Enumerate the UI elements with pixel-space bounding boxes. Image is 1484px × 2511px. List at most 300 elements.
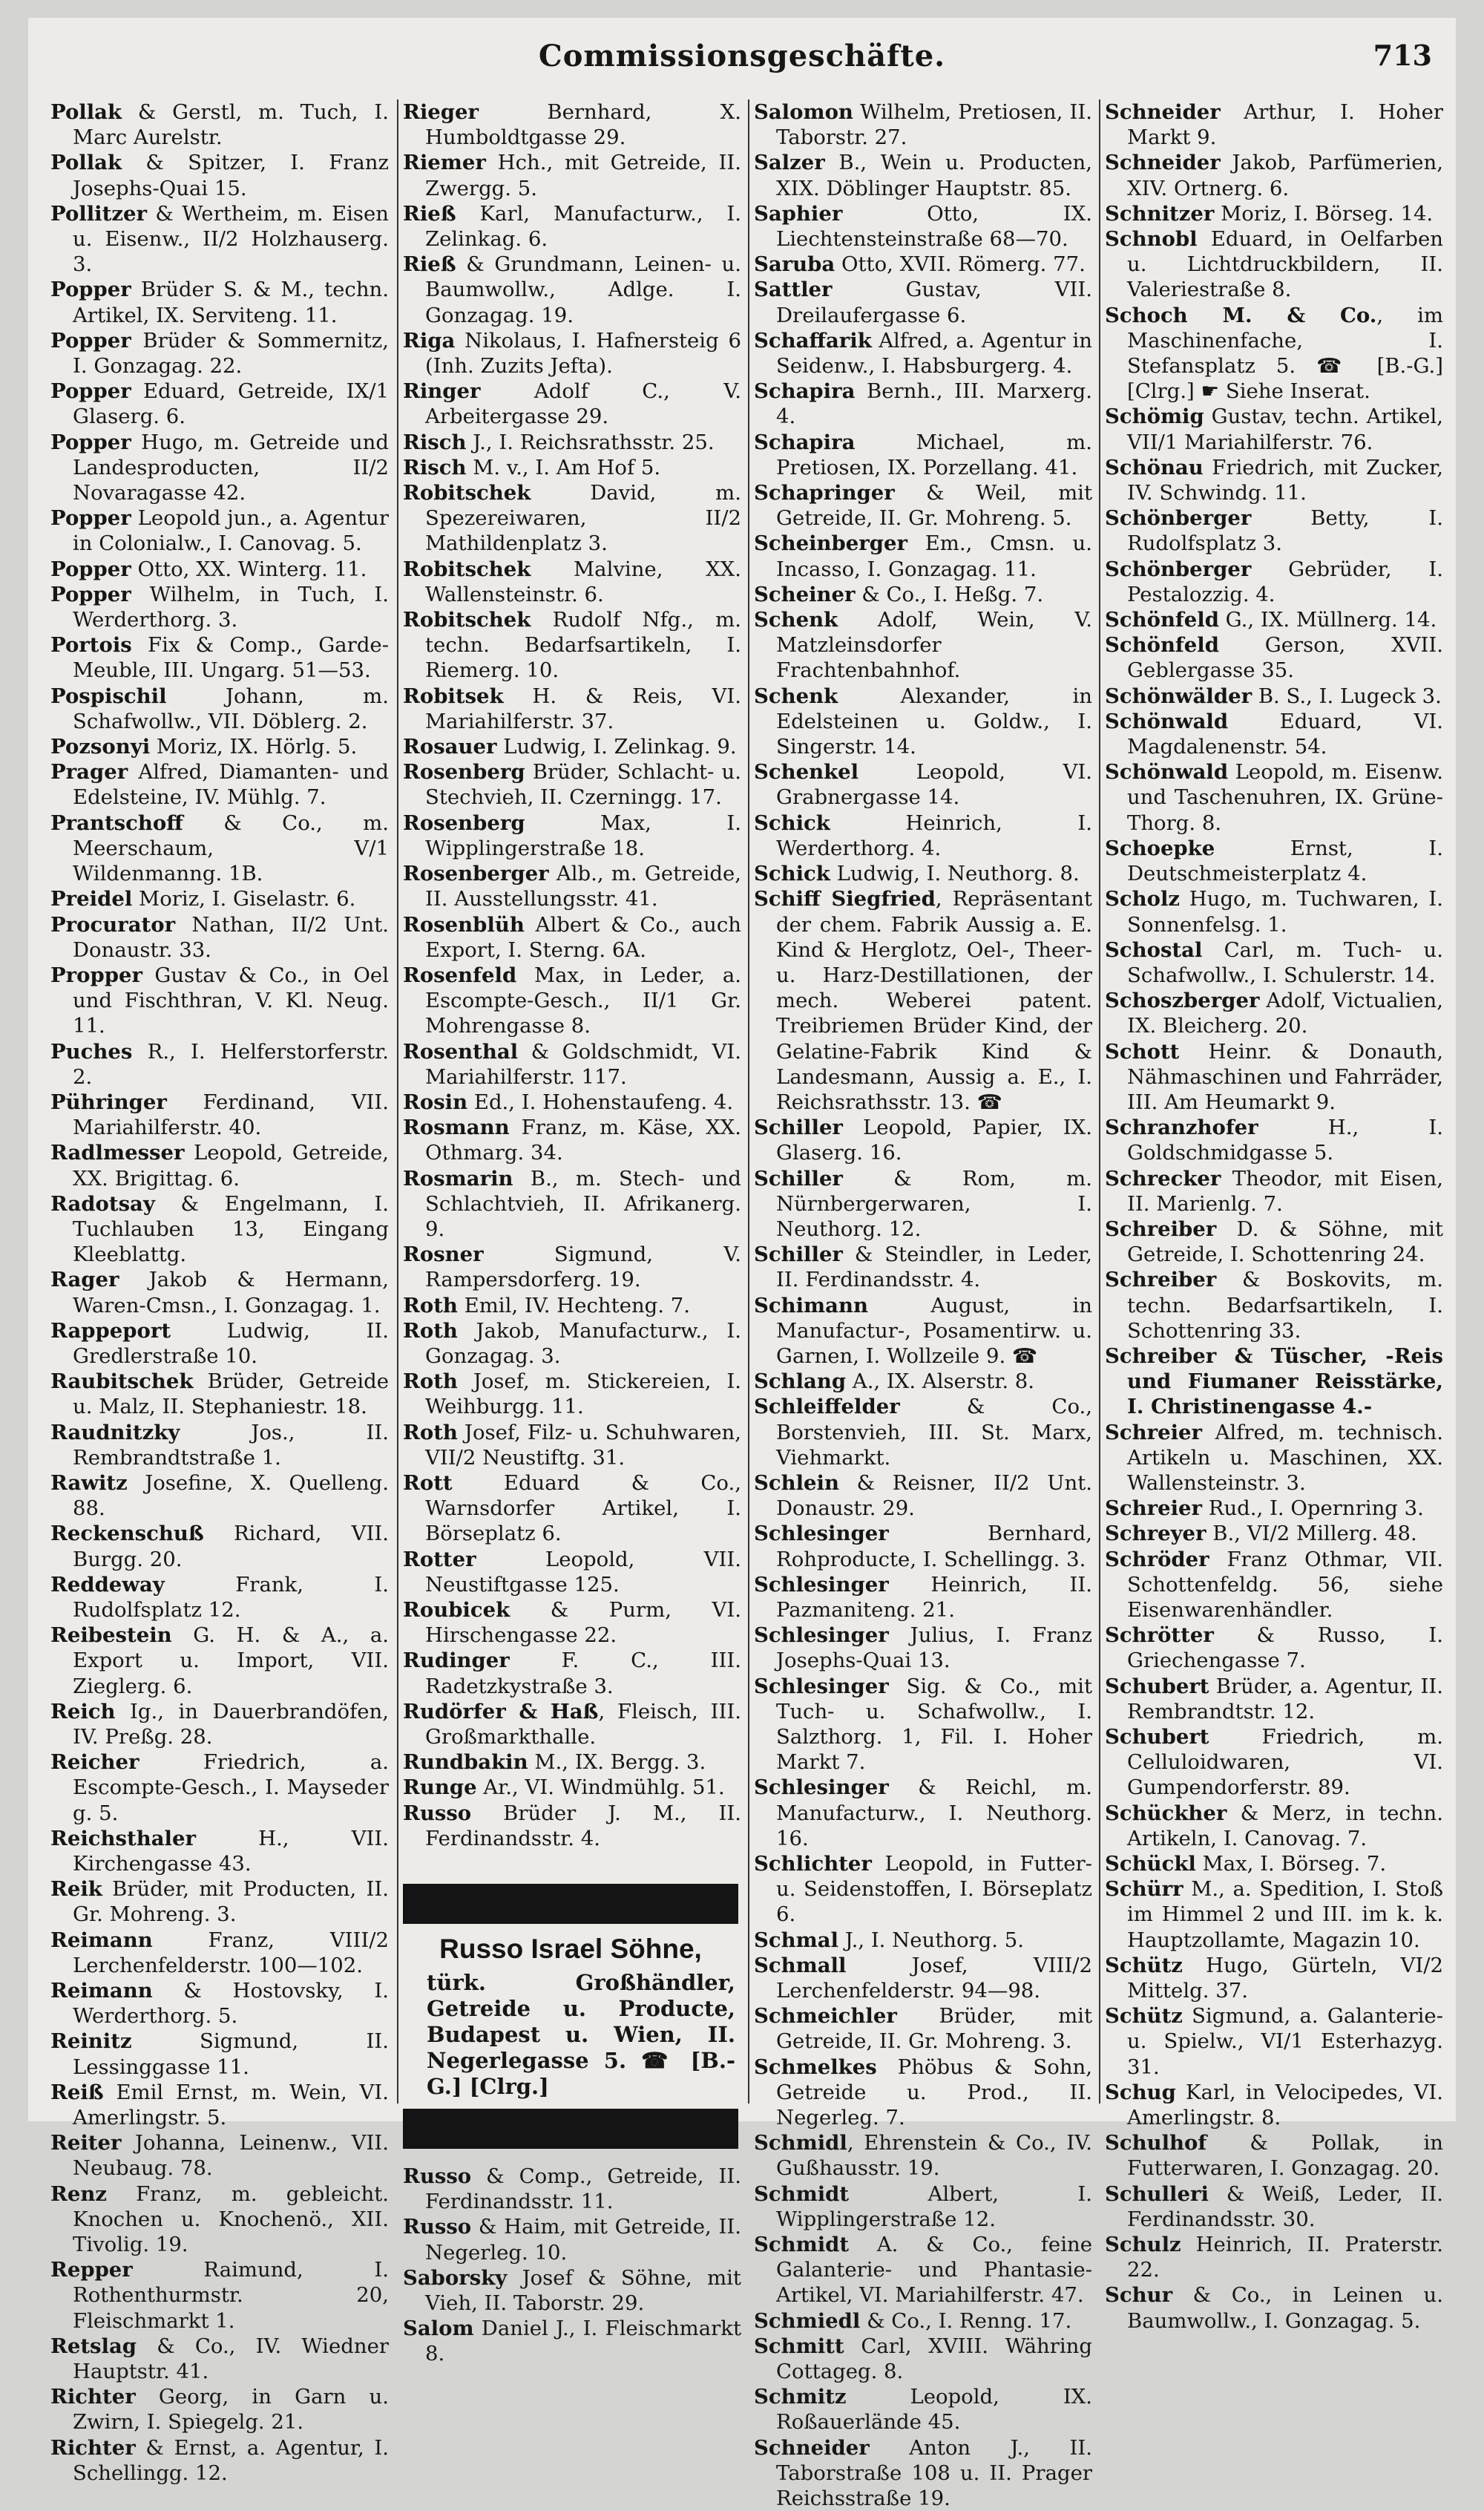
- entry-name: Runge: [403, 1775, 477, 1800]
- directory-entry: [1105, 226, 1443, 303]
- entry-details: G., IX. Müllnerg. 14.: [1218, 608, 1437, 632]
- directory-entry: [1105, 2232, 1443, 2282]
- entry-details: Max, I. Wipplingerstraße 18.: [425, 811, 741, 860]
- entry-name: Schneider: [1105, 151, 1221, 175]
- entry-name: Saborsky: [403, 2265, 508, 2290]
- entry-name: Richter: [50, 2435, 136, 2460]
- entry-details: Bernh., III. Marxerg. 4.: [776, 379, 1092, 429]
- entry-name: Schönberger: [1105, 506, 1252, 531]
- directory-entry: [754, 582, 1092, 607]
- entry-name: Reicher: [50, 1750, 139, 1775]
- directory-entry: [403, 1115, 741, 1165]
- entry-details: Friedrich, a. Escompte-Gesch., I. Mayseder g. 5.: [73, 1750, 389, 1825]
- entry-name: Schömig: [1105, 405, 1204, 429]
- entry-details: Jakob & Hermann, Waren-Cmsn., I. Gonzagag. 1.: [73, 1268, 389, 1317]
- entry-name: Rawitz: [50, 1470, 128, 1495]
- entry-details: Rudolf Nfg., m. techn. Bedarfsartikeln, I. Riemerg. 10.: [425, 608, 741, 683]
- entry-name: Roth: [403, 1318, 458, 1343]
- entry-name: Schrötter: [1105, 1623, 1214, 1648]
- entry-details: Leopold, VII. Neustiftgasse 125.: [425, 1547, 741, 1597]
- entry-details: & Co., I. Renng. 17.: [860, 2308, 1072, 2333]
- entry-name: Rosenberg: [403, 811, 525, 835]
- directory-entry: [754, 1851, 1092, 1928]
- entry-details: Emil Ernst, m. Wein, VI. Amerlingstr. 5.: [73, 2080, 389, 2130]
- directory-entry: [1105, 1851, 1443, 1876]
- entry-name: Rieß: [403, 201, 456, 226]
- entry-name: Robitsek: [403, 684, 504, 708]
- entry-details: Heinrich, I. Werderthorg. 4.: [776, 811, 1092, 860]
- directory-entry: [1105, 404, 1443, 454]
- entry-name: Riga: [403, 328, 456, 353]
- entry-name: Salom: [403, 2317, 474, 2341]
- entry-details: & Boskovits, m. techn. Bedarfsartikeln, I. Schottenring 33.: [1127, 1268, 1443, 1343]
- entry-details: Leopold, VI. Grabnergasse 14.: [776, 760, 1092, 810]
- entry-details: & Rom, m. Nürnbergerwaren, I. Neuthorg. 12.: [776, 1166, 1092, 1241]
- directory-entry: [1105, 1674, 1443, 1724]
- directory-entry: [754, 811, 1092, 861]
- entry-name: Schlesinger: [754, 1572, 889, 1597]
- directory-entry: [403, 1242, 741, 1292]
- entry-details: & Grundmann, Leinen- u. Baumwollw., Adlge. I. Gonzagag. 19.: [425, 252, 741, 327]
- directory-entry: [1105, 759, 1443, 836]
- entry-name: Schneider: [1105, 100, 1221, 124]
- entry-name: Roth: [403, 1420, 458, 1444]
- entry-name: Schaffarik: [754, 328, 872, 353]
- entry-name: Schenkel: [754, 760, 859, 785]
- directory-entry: [50, 1470, 389, 1521]
- directory-entry: [754, 252, 1092, 277]
- directory-entry: [403, 2316, 741, 2366]
- entry-details: Wilhelm, in Tuch, I. Werderthorg. 3.: [73, 582, 389, 632]
- directory-entry: [754, 1242, 1092, 1292]
- directory-entry: [50, 632, 389, 683]
- entry-details: Franz, m. Käse, XX. Othmarg. 34.: [425, 1116, 741, 1165]
- directory-entry: [50, 277, 389, 327]
- entry-details: Ar., VI. Windmühlg. 51.: [476, 1775, 725, 1800]
- entry-name: Schmelkes: [754, 2055, 877, 2079]
- entry-details: Alexander, in Edelsteinen u. Goldw., I. Singerstr. 14.: [776, 684, 1092, 759]
- entry-name: Schlesinger: [754, 1674, 889, 1698]
- directory-entry: [403, 963, 741, 1039]
- entry-name: Schürr: [1105, 1877, 1183, 1902]
- entry-name: Risch: [403, 455, 467, 479]
- directory-entry: [1105, 2003, 1443, 2080]
- directory-entry: [1105, 1267, 1443, 1343]
- directory-entry: [1105, 1420, 1443, 1496]
- entry-name: Puches: [50, 1039, 133, 1064]
- entry-details: J., I. Reichsrathsstr. 25.: [466, 430, 715, 454]
- directory-entry: [754, 1115, 1092, 1165]
- entry-details: Ludwig, I. Neuthorg. 8.: [830, 862, 1080, 886]
- entry-details: Eduard & Co., Warnsdorfer Artikel, I. Börseplatz 6.: [425, 1470, 741, 1546]
- entry-details: Emil, IV. Hechteng. 7.: [457, 1293, 691, 1317]
- directory-entry: [1105, 1039, 1443, 1116]
- directory-entry: [50, 430, 389, 506]
- directory-entry: [754, 150, 1092, 200]
- directory-entry: [50, 1039, 389, 1090]
- directory-entry: [1105, 1496, 1443, 1521]
- directory-entry: [754, 1369, 1092, 1394]
- entry-details: Albert, I. Wipplingerstraße 12.: [776, 2181, 1092, 2231]
- entry-details: , Ehrenstein & Co., IV. Gußhausstr. 19.: [776, 2131, 1092, 2181]
- entry-details: & Russo, I. Griechengasse 7.: [1127, 1623, 1443, 1673]
- entry-name: Reiß: [50, 2080, 104, 2104]
- entry-name: Risch: [403, 430, 467, 454]
- directory-entry: [754, 1953, 1092, 2003]
- entry-details: & Reichl, m. Manufacturw., I. Neuthorg. 16.: [776, 1775, 1092, 1850]
- entry-name: Popper: [50, 430, 131, 454]
- entry-details: Ludwig, I. Zelinkag. 9.: [496, 735, 737, 759]
- entry-name: Schmeichler: [754, 2004, 897, 2029]
- entry-details: Hugo, m. Tuchwaren, I. Sonnenfelsg. 1.: [1127, 887, 1443, 937]
- directory-entry: [403, 1090, 741, 1115]
- entry-name: Pühringer: [50, 1090, 167, 1114]
- entry-name: Russo: [403, 2164, 472, 2189]
- directory-entry: [1105, 1801, 1443, 1851]
- entry-details: Eduard, in Oelfarben u. Lichtdruckbildern, II. Valeriestraße 8.: [1127, 227, 1443, 302]
- entry-details: Moriz, I. Giselastr. 6.: [132, 887, 356, 911]
- entry-details: Otto, XX. Winterg. 11.: [131, 557, 367, 581]
- directory-entry: [754, 759, 1092, 810]
- directory-entry: [754, 430, 1092, 480]
- directory-entry: [50, 1623, 389, 1699]
- entry-details: Leopold, IX. Roßauerlände 45.: [776, 2385, 1092, 2435]
- entry-name: Schoch M. & Co.: [1105, 303, 1377, 327]
- entry-name: Rappeport: [50, 1318, 171, 1343]
- directory-entry: [403, 912, 741, 963]
- entry-name: Robitschek: [403, 557, 531, 581]
- entry-details: D. & Söhne, mit Getreide, I. Schottenring 24.: [1127, 1217, 1443, 1267]
- directory-entry: [403, 1470, 741, 1547]
- directory-entry: [754, 886, 1092, 1115]
- directory-entry: [403, 1318, 741, 1369]
- directory-entry: [403, 1547, 741, 1597]
- entry-name: Raudnitzky: [50, 1420, 180, 1444]
- entry-name: Schiller: [754, 1243, 843, 1267]
- entry-name: Schug: [1105, 2080, 1176, 2104]
- entry-details: A. & Co., feine Galanterie- und Phantasie-Artikel, VI. Mariahilferstr. 47.: [776, 2233, 1092, 2308]
- directory-entry: [403, 150, 741, 200]
- entry-details: & Steindler, in Leder, II. Ferdinandsstr. 4.: [776, 1243, 1092, 1292]
- entry-details: M., IX. Bergg. 3.: [528, 1750, 706, 1775]
- directory-entry: [754, 1394, 1092, 1470]
- directory-entry: [1105, 1623, 1443, 1673]
- entry-details: Gustav & Co., in Oel und Fischthran, V. Kl. Neug. 11.: [73, 963, 389, 1038]
- directory-entry: [1105, 1876, 1443, 1953]
- entry-name: Roubicek: [403, 1597, 510, 1622]
- directory-entry: [403, 480, 741, 557]
- entry-name: Prager: [50, 760, 128, 785]
- directory-entry: [754, 277, 1092, 327]
- directory-entry: [754, 379, 1092, 429]
- entry-details: Johanna, Leinenw., VII. Neubaug. 78.: [73, 2131, 389, 2181]
- entry-name: Schlein: [754, 1470, 839, 1495]
- entry-details: Johann, m. Schafwollw., VII. Döblerg. 2.: [73, 684, 389, 733]
- directory-entry: [403, 2214, 741, 2265]
- entry-details: Frank, I. Rudolfsplatz 12.: [73, 1572, 389, 1622]
- directory-entry: [50, 886, 389, 911]
- entry-details: & Weil, mit Getreide, II. Gr. Mohreng. 5.: [776, 481, 1092, 531]
- directory-entry: [754, 2384, 1092, 2435]
- entry-details: Brüder & Sommernitz, I. Gonzagag. 22.: [73, 328, 389, 379]
- directory-entry: [754, 2232, 1092, 2308]
- entry-name: Rudinger: [403, 1649, 510, 1673]
- directory-entry: [50, 2181, 389, 2258]
- directory-entry: [403, 1420, 741, 1470]
- entry-details: Max, I. Börseg. 7.: [1195, 1852, 1387, 1876]
- entry-details: Otto, XVII. Römerg. 77.: [835, 252, 1086, 277]
- directory-entry: [403, 1749, 741, 1775]
- entry-details: Max, in Leder, a. Escompte-Gesch., II/1 Gr. Mohrengasse 8.: [425, 963, 741, 1038]
- entry-name: Schmitz: [754, 2385, 847, 2409]
- entry-details: , im Maschinenfache, I. Stefansplatz 5. ☎ [B.-G.] [Clrg.] ☛ Siehe Inserat.: [1127, 303, 1443, 404]
- directory-entry: [50, 912, 389, 963]
- directory-entry: [1105, 836, 1443, 886]
- entry-name: Rotter: [403, 1547, 476, 1571]
- entry-name: Rosner: [403, 1243, 484, 1267]
- entry-details: B., Wein u. Producten, XIX. Döblinger Hauptstr. 85.: [776, 151, 1092, 200]
- directory-entry: [403, 252, 741, 328]
- entry-details: M. v., I. Am Hof 5.: [466, 455, 661, 479]
- entry-details: Malvine, XX. Wallensteinstr. 6.: [425, 557, 741, 606]
- directory-entry: [50, 1826, 389, 1876]
- entry-name: Sattler: [754, 278, 833, 302]
- entry-name: Schmidt: [754, 2233, 850, 2257]
- entry-details: & Hostovsky, I. Werderthorg. 5.: [73, 1979, 389, 2029]
- entry-details: Leopold, in Futter- u. Seidenstoffen, I. Börseplatz 6.: [776, 1852, 1092, 1927]
- directory-entry: [50, 1369, 389, 1419]
- column-divider: [1099, 99, 1100, 2104]
- entry-name: Schapira: [754, 379, 856, 404]
- entry-details: Franz Othmar, VII. Schottenfeldg. 56, siehe Eisenwarenhändler.: [1127, 1547, 1443, 1622]
- entry-name: Schlichter: [754, 1852, 872, 1876]
- entry-name: Schostal: [1105, 937, 1203, 962]
- entry-details: & Spitzer, I. Franz Josephs-Quai 15.: [73, 151, 389, 200]
- entry-name: Rosenberger: [403, 862, 549, 886]
- entry-name: Retslag: [50, 2334, 137, 2358]
- entry-details: Brüder, Getreide u. Malz, II. Stephaniestr. 18.: [73, 1369, 389, 1419]
- entry-name: Reckenschuß: [50, 1522, 204, 1546]
- entry-details: & Co., I. Heßg. 7.: [855, 582, 1044, 606]
- entry-details: & Comp., Getreide, II. Ferdinandsstr. 11.: [425, 2164, 741, 2214]
- entry-name: Popper: [50, 328, 131, 353]
- entry-details: Carl, XVIII. Währing Cottageg. 8.: [776, 2334, 1092, 2384]
- entry-name: Russo: [403, 1801, 472, 1825]
- directory-entry: [50, 1699, 389, 1749]
- directory-entry: [403, 1648, 741, 1698]
- directory-entry: [754, 2003, 1092, 2054]
- entry-name: Schütz: [1105, 2004, 1183, 2029]
- directory-entry: [754, 1775, 1092, 1851]
- entry-details: Sigmund, a. Galanterie- u. Spielw., VI/1 Esterhazyg. 31.: [1127, 2004, 1443, 2079]
- page-title: Commissionsgeschäfte.: [538, 39, 946, 73]
- directory-entry: [754, 2055, 1092, 2131]
- directory-entry: [50, 1876, 389, 1927]
- page-number: 713: [1373, 39, 1432, 72]
- entry-details: Brüder, mit Getreide, II. Gr. Mohreng. 3.: [776, 2004, 1092, 2054]
- entry-details: Friedrich, mit Zucker, IV. Schwindg. 11.: [1127, 455, 1443, 505]
- entry-details: Carl, m. Tuch- u. Schafwollw., I. Schulerstr. 14.: [1127, 937, 1443, 987]
- russo-advertisement: [403, 1884, 738, 2149]
- directory-entry: [50, 1749, 389, 1826]
- entry-name: Schreiber: [1105, 1217, 1217, 1241]
- directory-entry: [754, 1293, 1092, 1369]
- entry-details: & Co., m. Meerschaum, V/1 Wildenmanng. 1B.: [73, 811, 389, 886]
- directory-entry: [50, 1928, 389, 1978]
- entry-details: H. & Reis, VI. Mariahilferstr. 37.: [425, 684, 741, 733]
- directory-entry: [754, 531, 1092, 581]
- entry-name: Radotsay: [50, 1191, 155, 1216]
- entry-name: Schreier: [1105, 1496, 1203, 1521]
- directory-entry: [1105, 1115, 1443, 1165]
- directory-entry: [1105, 1547, 1443, 1623]
- entry-name: Schmall: [754, 1953, 847, 1977]
- entry-name: Rosenfeld: [403, 963, 517, 987]
- entry-details: Georg, in Garn u. Zwirn, I. Spiegelg. 21.: [73, 2385, 389, 2435]
- directory-entry: [1105, 1724, 1443, 1801]
- directory-entry: [403, 328, 741, 379]
- entry-details: Arthur, I. Hoher Markt 9.: [1127, 100, 1443, 150]
- entry-details: Brüder, mit Producten, II. Gr. Mohreng. 3.: [73, 1877, 389, 1927]
- entry-details: Alfred, m. technisch. Artikeln u. Maschinen, XX. Wallensteinstr. 3.: [1127, 1420, 1443, 1495]
- entry-name: Schmidt: [754, 2181, 850, 2206]
- entry-name: Schlesinger: [754, 1522, 889, 1546]
- entry-name: Schoepke: [1105, 836, 1215, 860]
- entry-details: Brüder, Schlacht- u. Stechvieh, II. Czerningg. 17.: [425, 760, 741, 810]
- entry-name: Roth: [403, 1293, 458, 1317]
- directory-entry: [1105, 886, 1443, 937]
- ad-title: Russo Israel Söhne,: [439, 1934, 702, 1965]
- directory-entry: [403, 607, 741, 684]
- entry-name: Schreiber: [1105, 1268, 1217, 1292]
- entry-details: Leopold, Papier, IX. Glaserg. 16.: [776, 1116, 1092, 1165]
- entry-details: Leopold, m. Eisenw. und Taschenuhren, IX. Grüne-Thorg. 8.: [1127, 760, 1443, 835]
- entry-name: Rosmann: [403, 1116, 510, 1140]
- directory-entry: [50, 734, 389, 759]
- entry-name: Schulz: [1105, 2233, 1181, 2257]
- entry-name: Schönfeld: [1105, 608, 1219, 632]
- entry-details: & Reisner, II/2 Unt. Donaustr. 29.: [776, 1470, 1092, 1521]
- entry-name: Schick: [754, 811, 830, 835]
- entry-details: Gustav, VII. Dreilaufergasse 6.: [776, 278, 1092, 327]
- directory-column-1: [50, 99, 389, 2486]
- entry-name: Popper: [50, 379, 131, 404]
- directory-entry: [1105, 684, 1443, 709]
- entry-details: -Reis und Fiumaner Reisstärke, I. Christinengasse 4.-: [1127, 1343, 1443, 1419]
- entry-name: Procurator: [50, 912, 176, 937]
- entry-name: Schückl: [1105, 1852, 1196, 1876]
- entry-name: Schenk: [754, 608, 838, 632]
- entry-details: Josef & Söhne, mit Vieh, II. Taborstr. 29.: [425, 2265, 741, 2316]
- entry-name: Rosenthal: [403, 1039, 519, 1064]
- entry-name: Reinitz: [50, 2029, 132, 2054]
- directory-entry: [754, 2308, 1092, 2334]
- entry-name: Schmidl: [754, 2131, 847, 2155]
- entry-name: Roth: [403, 1369, 458, 1394]
- entry-name: Schur: [1105, 2283, 1173, 2308]
- directory-entry: [754, 1572, 1092, 1623]
- entry-name: Schnobl: [1105, 227, 1198, 252]
- entry-name: Pollitzer: [50, 201, 147, 226]
- entry-details: Eduard, Getreide, IX/1 Glaserg. 6.: [73, 379, 389, 429]
- directory-entry: [754, 607, 1092, 684]
- entry-name: Schlang: [754, 1369, 847, 1394]
- entry-details: Nikolaus, I. Hafnersteig 6 (Inh. Zuzits Jefta).: [425, 328, 741, 379]
- entry-details: , Fleisch, III. Großmarkthalle.: [425, 1699, 741, 1749]
- entry-name: Schick: [754, 862, 830, 886]
- entry-details: Franz, m. gebleicht. Knochen u. Knochenö., XII. Tivolig. 19.: [73, 2181, 389, 2257]
- directory-entry: [50, 99, 389, 150]
- entry-name: Reich: [50, 1699, 116, 1723]
- directory-entry: [50, 2130, 389, 2181]
- entry-name: Rott: [403, 1470, 453, 1495]
- entry-details: Moriz, IX. Hörlg. 5.: [150, 735, 358, 759]
- entry-details: August, in Manufactur-, Posamentirw. u. Garnen, I. Wollzeile 9. ☎: [776, 1293, 1092, 1368]
- entry-name: Reik: [50, 1877, 102, 1902]
- entry-name: Rosauer: [403, 735, 497, 759]
- directory-entry: [50, 2384, 389, 2435]
- entry-details: & Co., in Leinen u. Baumwollw., I. Gonzagag. 5.: [1127, 2283, 1443, 2333]
- entry-details: Betty, I. Rudolfsplatz 3.: [1127, 506, 1443, 556]
- entry-name: Schulhof: [1105, 2131, 1207, 2155]
- directory-entry: [1105, 1343, 1443, 1420]
- entry-name: Salomon: [754, 100, 853, 124]
- entry-details: Otto, IX. Liechtensteinstraße 68—70.: [776, 201, 1092, 252]
- entry-details: & Weiß, Leder, II. Ferdinandsstr. 30.: [1127, 2181, 1443, 2231]
- entry-details: Moriz, I. Börseg. 14.: [1214, 201, 1434, 226]
- directory-entry: [50, 201, 389, 278]
- entry-details: Jos., II. Rembrandtstraße 1.: [73, 1420, 389, 1470]
- entry-name: Rundbakin: [403, 1750, 528, 1775]
- directory-entry: [754, 99, 1092, 150]
- entry-details: Alfred, Diamanten- und Edelsteine, IV. Mühlg. 7.: [73, 760, 389, 810]
- entry-details: Daniel J., I. Fleischmarkt 8.: [425, 2317, 741, 2366]
- entry-details: Heinrich, II. Praterstr. 22.: [1127, 2233, 1443, 2282]
- directory-entry: [403, 759, 741, 810]
- entry-details: , Repräsentant der chem. Fabrik Aussig a. E. Kind & Herglotz, Oel-, Theer- u. Harz-Destillationen, der mech. Weberei patent. Treibriemen Brüder Kind, der Gelatine-Fabrik Kind & Landesmann, Aussig a. E., I. Reichsrathsstr. 13. ☎: [776, 887, 1093, 1114]
- entry-name: Radlmesser: [50, 1141, 185, 1165]
- directory-entry: [403, 430, 741, 455]
- directory-entry: [50, 582, 389, 632]
- directory-entry: [50, 1191, 389, 1268]
- entry-details: Brüder S. & M., techn. Artikel, IX. Serviteng. 11.: [73, 278, 389, 327]
- entry-name: Popper: [50, 278, 131, 302]
- entry-details: Ernst, I. Deutschmeisterplatz 4.: [1127, 836, 1443, 886]
- entry-details: Gebrüder, I. Pestalozzig. 4.: [1127, 557, 1443, 606]
- entry-name: Preidel: [50, 887, 133, 911]
- entry-name: Schönberger: [1105, 557, 1252, 581]
- directory-entry: [1105, 99, 1443, 150]
- entry-details: Adolf, Victualien, IX. Bleicherg. 20.: [1127, 989, 1443, 1038]
- directory-entry: [1105, 2181, 1443, 2232]
- entry-name: Schranzhofer: [1105, 1116, 1258, 1140]
- entry-name: Schulleri: [1105, 2181, 1209, 2206]
- directory-entry: [50, 2080, 389, 2130]
- entry-details: Sig. & Co., mit Tuch- u. Schafwollw., I. Salzthorg. 1, Fil. I. Hoher Markt 7.: [776, 1674, 1092, 1775]
- directory-entry: [50, 1978, 389, 2029]
- entry-details: Rud., I. Opernring 3.: [1202, 1496, 1424, 1521]
- entry-details: Heinrich, II. Pazmaniteng. 21.: [776, 1572, 1092, 1622]
- entry-name: Popper: [50, 582, 131, 606]
- entry-name: Scholz: [1105, 887, 1181, 911]
- entry-details: H., I. Goldschmidgasse 5.: [1127, 1116, 1443, 1165]
- entry-details: J., I. Neuthorg. 5.: [838, 1928, 1025, 1952]
- entry-details: Hch., mit Getreide, II. Zwergg. 5.: [425, 151, 741, 200]
- directory-entry: [754, 1674, 1092, 1775]
- entry-details: Sigmund, V. Rampersdorferg. 19.: [425, 1243, 741, 1292]
- entry-name: Scheinberger: [754, 531, 907, 556]
- entry-details: David, m. Spezereiwaren, II/2 Mathildenplatz 3.: [425, 481, 741, 556]
